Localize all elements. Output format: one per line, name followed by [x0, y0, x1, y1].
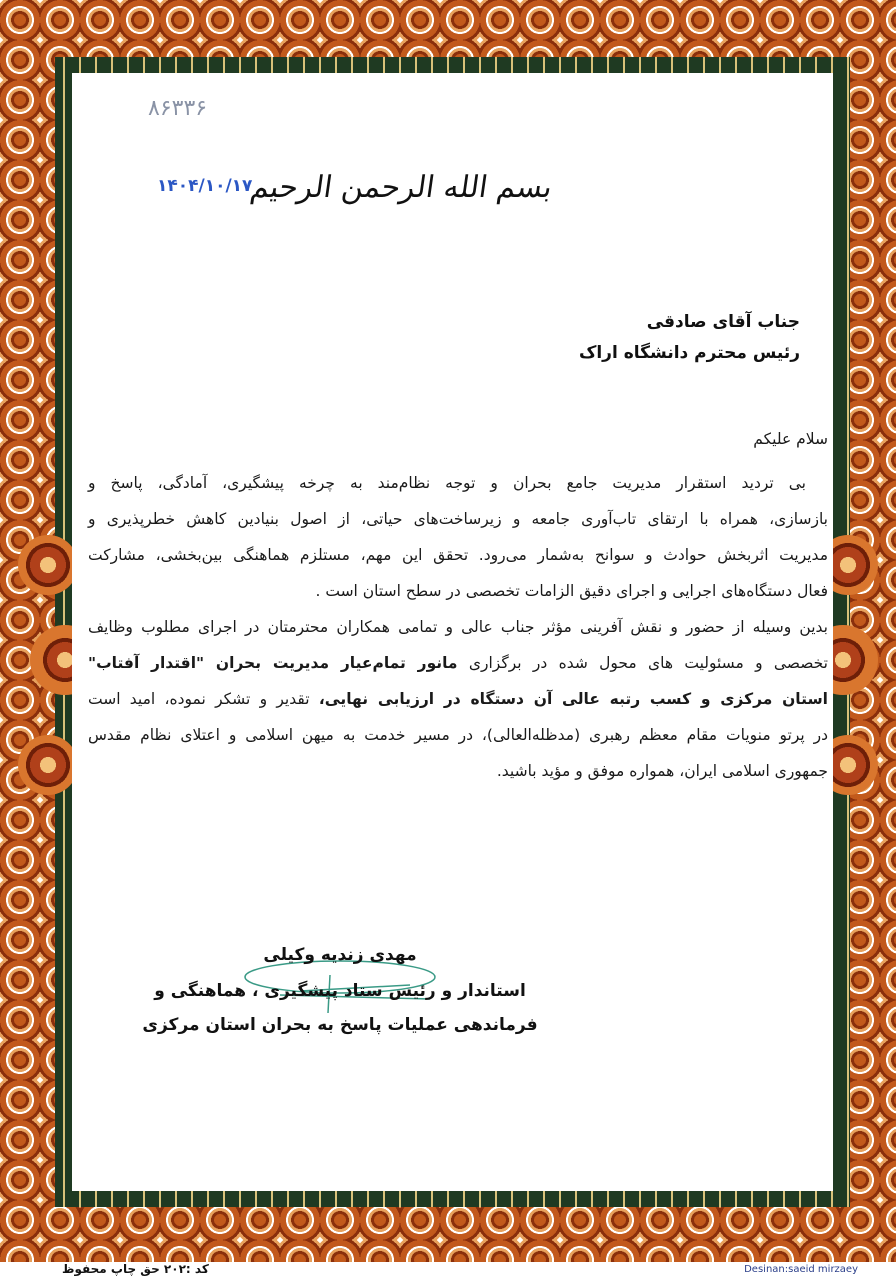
letter-body — [88, 421, 828, 789]
body-line — [88, 645, 828, 681]
body-line — [88, 681, 828, 717]
body-line: بی تردید استقرار مدیریت جامع بحران و توجه نظام‌مند به چرخه پیشگیری، آمادگی، پاسخ و — [88, 474, 806, 492]
body-text: تخصصی و مسئولیت های محول شده در برگزاری — [468, 654, 828, 672]
achievement-text: استان مرکزی و کسب رتبه عالی آن دستگاه در ارزیابی نهایی، — [318, 690, 828, 708]
print-code: کد :۲۰۲ حق چاپ محفوظ — [62, 1262, 209, 1276]
letter-number: ۸۶۳۳۶ — [148, 96, 208, 121]
recipient-title: رئیس محترم دانشگاه اراک — [578, 343, 800, 363]
border-medallion — [18, 735, 78, 795]
signatory-title: استاندار و رئیس ستاد پیشگیری ، هماهنگی و — [154, 981, 526, 1001]
body-line: مدیریت اثربخش حوادث و سوانح به‌شمار می‌رود. تحقق این مهم، مستلزم هماهنگی بین‌بخشی، مشارکت — [88, 546, 828, 564]
body-line: بدین وسیله از حضور و نقش آفرینی مؤثر جناب عالی و تمامی همکاران محترمتان در اجرای مطلوب وظایف — [88, 618, 828, 636]
body-text: تقدیر و تشکر نموده، امید است — [88, 690, 310, 708]
body-line: فعال دستگاه‌های اجرایی و اجرای دقیق الزامات تخصصی در سطح استان است . — [315, 582, 828, 600]
body-line: جمهوری اسلامی ایران، همواره موفق و مؤید باشید. — [496, 762, 828, 780]
basmala-calligraphy: بسم الله الرحمن الرحیم — [248, 170, 555, 205]
body-line: بازسازی، همراه با ارتقای تاب‌آوری جامعه و زیرساخت‌های حیاتی، از اصول بنیادین کاهش خطرپذیری و — [88, 510, 828, 528]
designer-credit: Desinan:saeid mirzaey — [744, 1264, 858, 1275]
border-medallion — [18, 535, 78, 595]
recipient-name: جناب آقای صادقی — [646, 312, 800, 332]
signatory-title: فرماندهی عملیات پاسخ به بحران استان مرکزی — [142, 1015, 538, 1035]
body-line: در پرتو منویات مقام معظم رهبری (مدظله‌العالی)، در مسیر خدمت به میهن اسلامی و اعتلای نظام مقدس — [88, 726, 828, 744]
greeting: سلام علیکم — [753, 430, 828, 448]
letter-date: ۱۴۰۴/۱۰/۱۷ — [157, 176, 253, 196]
exercise-name: مانور تمام‌عیار مدیریت بحران "اقتدار آفتاب" — [88, 654, 458, 672]
signatory-name: مهدی زندیه وکیلی — [263, 945, 417, 965]
